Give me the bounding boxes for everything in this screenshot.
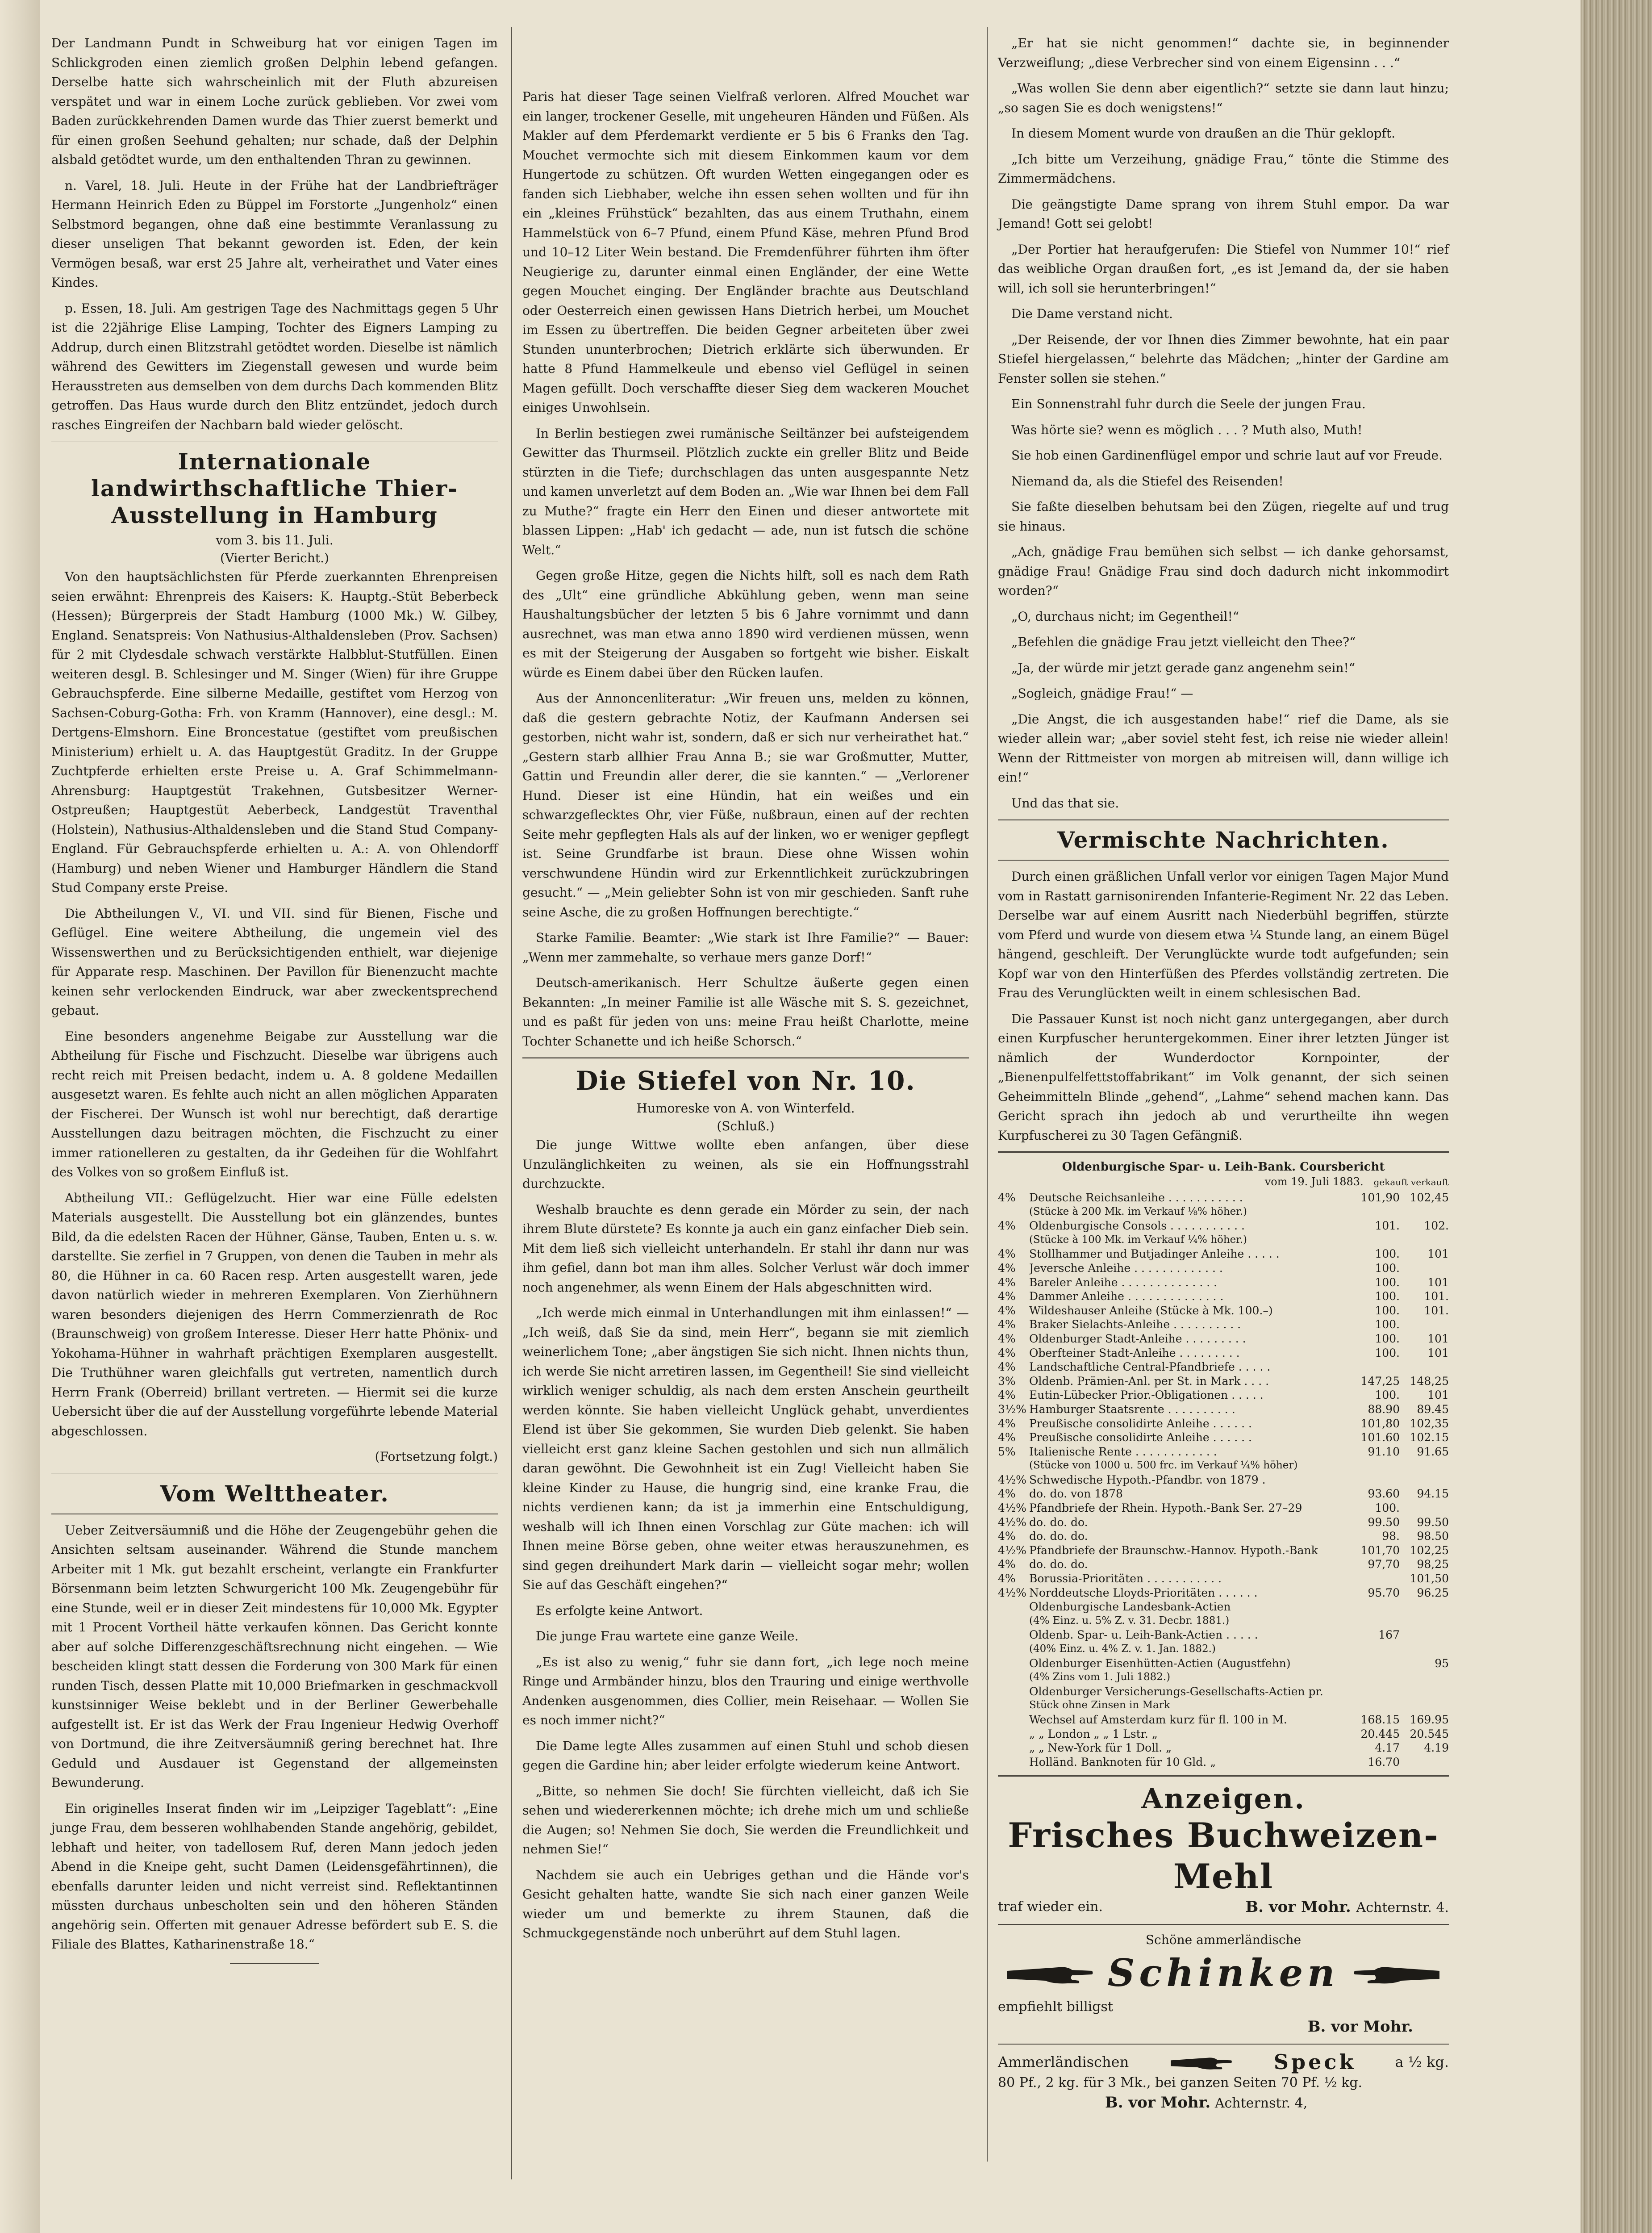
stock-name: Pfandbriefe der Rhein. Hypoth.-Bank Ser. 27–29 [1029,1501,1302,1515]
stock-sell: 169.95 [1410,1713,1449,1726]
stock-row [998,1275,1449,1290]
stock-buy: 101.60 [1360,1431,1400,1444]
stock-rate: 4% [998,1487,1016,1501]
stock-note: (Stücke von 1000 u. 500 frc. im Verkauf ¼% höher) [1029,1459,1298,1472]
stock-sell: 101 [1427,1346,1449,1359]
stock-row [998,1317,1449,1332]
stock-buy: 97,70 [1368,1558,1400,1571]
ad-buckwheat-line: traf wieder ein. B. vor Mohr. Achternstr. 4. [998,1898,1449,1916]
story-paragraph: „Es ist also zu wenig,“ fuhr sie dann fort, „ich lege noch meine Ringe und Armbänder hinzu, blos den Trauring und einige werthvolle Andenken ausgenommen, dies Collier, mein Reisehaar. — Wollen Sie es noch immer nicht?“ [522,1654,969,1727]
article-delphin: Der Landmann Pundt in Schweiburg hat vor einigen Tagen im Schlickgroden einen ziemlich großen Delphin lebend gefangen. Derselbe hatte sich wahrscheinlich mit der Fluth abzureisen verspätet und war in einem Loche zurück geblieben. Vor zwei vom Baden zurückkehrenden Damen wurde das Thier zuerst bemerkt und für einen großen Seehund gehalten; nur schade, daß der Delphin alsbald getödtet wurde, um den enthaltenden Thran zu gewinnen. [51,36,498,167]
stock-name: Pfandbriefe der Braunschw.-Hannov. Hypoth.-Bank [1029,1543,1318,1557]
stock-buy: 20.445 [1360,1727,1400,1740]
story-paragraph: Ein Sonnenstrahl fuhr durch die Seele der jungen Frau. [1011,397,1366,411]
stock-rate: 4% [998,1304,1016,1317]
ad-buckwheat-title: Frisches Buchweizen-Mehl [1008,1815,1439,1897]
stock-sell: 4.19 [1424,1741,1449,1755]
stock-name: Braker Sielachts-Anleihe . . . . . . . . . . [1029,1318,1241,1331]
stock-rate: 4% [998,1346,1016,1359]
stock-rate: 4% [998,1318,1016,1331]
story-paragraph: Und das that sie. [1011,795,1119,811]
stock-sell: 101 [1427,1332,1449,1345]
stock-rate: 4% [998,1558,1016,1571]
stock-sell [1400,1317,1449,1332]
stock-row [998,1261,1449,1275]
stock-name: „ „ New-York für 1 Doll. „ [1029,1741,1172,1755]
stock-buy: 168.15 [1360,1713,1400,1726]
stock-rate: 4½% [998,1473,1026,1486]
stock-row [998,1473,1449,1487]
exhibition-paragraph: Die Abtheilungen V., VI. und VII. sind für Bienen, Fische und Geflügel. Eine weitere Abtheilung, die ungemein viel des Wissenswerthen und zu Berücksichtigenden enthielt, war diejenige für Apparate resp. Maschinen. Der Pavillon für Bienenzucht machte keinen sehr verlockenden Eindruck, war aber zweckentsprechend gebaut. [51,906,498,1018]
stock-name: Oldenb. Spar- u. Leih-Bank-Actien . . . . . [1029,1628,1258,1642]
stock-name: Landschaftliche Central-Pfandbriefe . . . . . [1029,1360,1271,1374]
stock-buy: 100. [1375,1261,1400,1275]
stock-rate: 4% [998,1431,1016,1444]
previous-page-binding [0,0,40,2233]
stock-buy: 100. [1375,1290,1400,1303]
stock-note: (Stücke à 100 Mk. im Verkauf ¼% höher.) [1029,1234,1247,1246]
column-1 [51,33,498,1973]
story-paragraph: Niemand da, als die Stiefel des Reisenden! [1011,473,1284,489]
stock-note: (4% Einz. u. 5% Z. v. 31. Decbr. 1881.) [1029,1614,1230,1627]
stock-name: Oldenburgische Landesbank-Actien [1029,1600,1231,1614]
story-paragraph: Die Dame legte Alles zusammen auf einen Stuhl und schob diesen gegen die Gardine hin; aber leider erfolgte wiederum keine Antwort. [522,1738,969,1773]
stock-buy [1351,1473,1400,1487]
stock-name: Hamburger Staatsrente . . . . . . . . . . [1029,1402,1235,1416]
stock-name: Oldenburger Stadt-Anleihe . . . . . . . . . [1029,1332,1246,1345]
pointing-hand-icon [1168,2051,1235,2073]
stock-row [998,1642,1449,1656]
stock-name: Norddeutsche Lloyds-Prioritäten . . . . . . [1029,1586,1258,1599]
stock-rate: 4% [998,1247,1016,1261]
exhibition-report-number: (Vierter Bericht.) [220,551,329,565]
story-paragraph: Die junge Wittwe wollte eben anfangen, über diese Unzulänglichkeiten zu weinen, als sie ein Hoffnungsstrahl durchzuckte. [522,1137,969,1191]
stock-name: Oldenb. Prämien-Anl. per St. in Mark . . . . [1029,1374,1269,1388]
exhibition-paragraph: Von den hauptsächlichsten für Pferde zuerkannten Ehrenpreisen seien erwähnt: Ehrenpreis des Kaisers: K. Hauptg.-Stüt Beberbeck (Hessen); Bürgerpreis der Stadt Hamburg (1000 Mk.) W. Gilbey, England. Senatspreis: Von Nathusius-Althaldensleben (Prov. Sachsen) für 2 mit Clydesdale schwach verstärkte Halbblut-Stutfüllen. Einen weiteren desgl. B. Schlesinger und M. Singer (Wien) für ihre Gruppe Gebrauchspferde. Eine silberne Medaille, gestiftet vom Herzog von Sachsen-Coburg-Gotha: Frh. von Kramm (Hannover), eine desgl.: M. Dertgens-Elmshorn. Eine Broncestatue (gestiftet vom preußischen Ministerium) erhielt u. A. das Hauptgestüt Graditz. In der Gruppe Zuchtpferde erhielten erste Preise u. A. Graf Schimmelmann-Ahrensburg: Hauptgestüt Trakehnen, Gutsbesitzer Werner-Ostpreußen; Hauptgestüt Aeberbeck, Landgestüt Traventhal (Holstein), Nathusius-Althaldensleben und die Stand Stud Company-England. Für Gebrauchspferde erhielten u. A.: A. von Ohlendorff (Hamburg) und neben Wiener und Hamburger Händlern die Stand Stud Company erste Preise. [51,569,498,895]
exhibition-paragraph: Abtheilung VII.: Geflügelzucht. Hier war eine Fülle edelsten Materials ausgestellt. Die Ausstellung bot ein glänzendes, buntes Bild, da die edelsten Racen der Hühner, Gänse, Tauben, Enten u. s. w. darstellte. Sie zerfiel in 7 Gruppen, von denen die Tauben in mehr als 80, die Hühner in ca. 60 Racen resp. Arten ausgestellt waren, jede davon natürlich wieder in mehreren Exemplaren. Von Zierhühnern waren besonders diejenigen des Herrn Commerzienrath de Roc (Braunschweig) von großem Interesse. Dieser Herr hatte Phönix- und Yokohama-Hühner in wahrhaft prächtigen Exemplaren ausgestellt. Die Truthühner waren gleichfalls gut vertreten, namentlich durch Herrn Frank (Oberreid) brillant vertreten. — Hiermit sei die kurze Uebersicht über die auf der Ausstellung vorgeführte lebende Material abgeschlossen. [51,1190,498,1438]
stock-name: Eutin-Lübecker Prior.-Obligationen . . . . . [1029,1388,1264,1402]
stock-row [998,1586,1449,1600]
story-paragraph: „O, durchaus nicht; im Gegentheil!“ [1011,609,1239,624]
stock-row [998,1698,1449,1713]
stock-sell: 101. [1424,1290,1449,1303]
stock-row [998,1374,1449,1388]
stock-row [998,1459,1449,1473]
stock-name: Stollhammer und Butjadinger Anleihe . . . . . [1029,1247,1280,1261]
stock-row [998,1205,1449,1219]
stock-rate: 4% [998,1417,1016,1430]
stock-name: Wildeshauser Anleihe (Stücke à Mk. 100.–) [1029,1304,1273,1317]
story-paragraph: Die geängstigte Dame sprang von ihrem Stuhl empor. Da war Jemand! Gott sei gelobt! [998,197,1449,231]
stock-rate: 4% [998,1261,1016,1275]
stock-row [998,1741,1449,1755]
story-paragraph: „Befehlen die gnädige Frau jetzt vielleicht den Thee?“ [1011,635,1356,649]
stock-row [998,1247,1449,1261]
stock-table [998,1191,1449,1769]
ad-divider [998,1924,1449,1925]
stock-name: Dammer Anleihe . . . . . . . . . . . . . . [1029,1290,1224,1303]
article-essen: p. Essen, 18. Juli. Am gestrigen Tage des Nachmittags gegen 5 Uhr ist die 22jährige Elise Lamping, Tochter des Eigners Lamping zu Addrup, durch einen Blitzstrahl getödtet worden. Dieselbe ist nämlich während des Gewitters im Ziegenstall gewesen und wurde beim Herausstreten aus demselben von dem durchs Dach kommenden Blitz getroffen. Das Haus wurde durch den Blitz entzündet, jedoch durch rasches Eingreifen der Nachbarn bald wieder gelöscht. [51,301,498,432]
stock-sell: 101 [1427,1275,1449,1289]
stock-buy: 98. [1382,1530,1400,1543]
stock-sell: 96.25 [1417,1586,1449,1599]
stock-name: do. do. do. [1029,1558,1088,1571]
welttheater-paragraph: Ueber Zeitversäumniß und die Höhe der Zeugengebühr gehen die Ansichten seltsam auseinander. Während die Stunde manchem Arbeiter mit 1 Mk. gut bezahlt erscheint, verlangte ein Frankfurter Börsenmann beim letzten Schwurgericht 100 Mk. Zeugengebühr für eine Stunde, weil er in dieser Zeit mindestens für 10,000 Mk. Egypter mit 1 Procent Vortheil hätte verkaufen können. Das Gericht konnte aber auf solche Differenzgeschäftsrechnung nicht eingehen. — Wie bescheiden klingt statt dessen die Forderung von 300 Mark für einen runden Tisch, dessen Platte mit 10,000 Briefmarken in geschmackvoll kunstsinniger Weise beklebt und in der Berliner Gewerbehalle aufgestellt ist. Er ist das Werk der Frau Ingenieur Hedwig Overhoff von Dortmund, die ihre Zeitversäumniß gering berechnet hat. Ihre Geduld und Ausdauer ist Gegenstand der allgemeinsten Bewunderung. [51,1522,498,1790]
stock-row [998,1600,1449,1614]
stock-buy: 16.70 [1368,1755,1400,1769]
stock-rate [998,1600,1029,1614]
ad-schinken: Schinken [998,1952,1449,1995]
story-subtitle: Humoreske von A. von Winterfeld. [636,1101,855,1116]
stock-row [998,1191,1449,1205]
section-divider [998,860,1449,861]
stock-buy: 100. [1375,1318,1400,1331]
stock-row [998,1304,1449,1318]
section-divider [998,1151,1449,1153]
stock-sell: 101 [1427,1388,1449,1402]
story-paragraph: „Die Angst, die ich ausgestanden habe!“ rief die Dame, als sie wieder allein war; „aber soviel steht fest, ich reise nie wieder allein! Wenn der Rittmeister von morgen ab mitreisen will, dann willige ich ein!“ [998,711,1449,785]
exhibition-paragraph: Eine besonders angenehme Beigabe zur Ausstellung war die Abtheilung für Fische und Fischzucht. Dieselbe war übrigens auch recht reich mit Preisen bedacht, indem u. A. 8 goldene Medaillen ausgesetzt waren. Es fehlte auch nicht an allen möglichen Apparaten der Fischerei. Der Wunsch ist wohl nur berechtigt, daß derartige Ausstellungen dazu beitragen möchten, die Fischzucht zu einer immer rationelleren zu gestalten, da ihr Gedeihen für die Wohlfahrt des Volkes von so großem Einfluß ist. [51,1029,498,1179]
stock-note: (4% Zins vom 1. Juli 1882.) [1029,1671,1171,1683]
story-paragraph: „Ja, der würde mir jetzt gerade ganz angenehm sein!“ [1011,660,1356,675]
stock-sell: 99.50 [1417,1515,1449,1529]
stock-sell [1400,1628,1449,1642]
stock-buy: 101,70 [1360,1543,1400,1557]
stock-rate: 4½% [998,1501,1026,1515]
stock-rate [998,1727,1029,1741]
stock-row [998,1529,1449,1543]
stock-row [998,1670,1449,1685]
stock-rate: 4½% [998,1586,1026,1599]
stock-sell: 102,35 [1410,1417,1449,1430]
stock-rate: 4% [998,1530,1016,1543]
stock-rate: 4% [998,1290,1016,1303]
ad-speck-seller: B. vor Mohr. Achternstr. 4, [1105,2094,1308,2112]
news-heading: Vermischte Nachrichten. [1057,827,1389,853]
story-paragraph: Was hörte sie? wenn es möglich . . . ? Muth also, Muth! [1011,422,1363,437]
stock-row [998,1557,1449,1572]
news-paragraph: Die Passauer Kunst ist noch nicht ganz untergegangen, aber durch einen Kurpfuscher heruntergekommen. Einer ihrer letzten Jünger ist nämlich der Wunderdoctor Kornpointer, der „Bienenpulfelfettstoffabrikant“ im Volk genannt, der sich seinen Geheimmitteln Blinde „gehend“, „Lahme“ sehend machen kann. Das Gericht sprach ihn jedoch ab und verurtheilte ihn wegen Kurpfuscherei zu 30 Tagen Gefängniß. [998,1011,1449,1143]
column-2 [522,87,969,1949]
stock-name: Holländ. Banknoten für 10 Gld. „ [1029,1755,1216,1769]
story-paragraph: In diesem Moment wurde von draußen an die Thür geklopft. [1011,126,1396,141]
stock-rate: 4% [998,1388,1016,1402]
stock-buy: 101,80 [1360,1417,1400,1430]
stock-row [998,1628,1449,1642]
stock-sell: 101,50 [1410,1572,1449,1585]
stock-row [998,1501,1449,1515]
stock-sell [1400,1600,1449,1614]
stock-row [998,1402,1449,1417]
stock-sell: 102.15 [1410,1431,1449,1444]
stock-row [998,1515,1449,1530]
stock-buy: 167 [1378,1628,1400,1642]
story-paragraph: „Was wollen Sie denn aber eigentlich?“ setzte sie dann laut hinzu; „so sagen Sie es doch wenigstens!“ [998,81,1449,115]
stock-buy: 91.10 [1368,1445,1400,1458]
stock-row [998,1360,1449,1374]
stock-name: „ „ London „ „ 1 Lstr. „ [1029,1727,1158,1740]
stock-buy: 100. [1375,1304,1400,1317]
stock-row [998,1487,1449,1501]
stock-buy: 95.70 [1368,1586,1400,1599]
stock-row [998,1685,1449,1699]
stock-name: Oldenburger Eisenhütten-Actien (Augustfehn) [1029,1656,1291,1670]
stock-rate: 4% [998,1275,1016,1289]
stock-sell [1400,1261,1449,1275]
story-paragraph: „Ich werde mich einmal in Unterhandlungen mit ihm einlassen!“ — „Ich weiß, daß Sie da sind, mein Herr“, begann sie mit ziemlich weinerlichem Tone; „aber ängstigen Sie sich nicht. Ihnen nichts thun, ich werde Sie nicht arretiren lassen, im Gegentheil! Sie sind vielleicht wirklich weniger schuldig, als nach dem ersten Anschein geurtheilt werden könnte. Sie haben vielleicht Unglück gehabt, unverdientes Elend ist über Sie gekommen, Sie wurden Dieb gelenkt. Sie haben vielleicht erst ganz kleine Sachen gestohlen und sich nun allmälich daran gewöhnt. Die Gewohnheit ist ein Zug! Vielleicht haben Sie kleine Kinder zu Hause, die hungrig sind, eine kranke Frau, die nichts verdienen kann; da ist ja immerhin eine Entschuldigung, weshalb will ich Ihnen einen Vorschlag zur Güte machen: ich will Ihnen meine Börse geben, ohne weiter etwas herauszunehmen, es sind gegen dreihundert Mark darin — vielleicht sogar mehr; wollen Sie auf das Geschäft eingehen?“ [522,1305,969,1592]
stock-name: Preußische consolidirte Anleihe . . . . . . [1029,1431,1252,1444]
stock-sell: 94.15 [1417,1487,1449,1501]
stock-sell: 101. [1424,1304,1449,1317]
stock-row [998,1233,1449,1247]
ad-schinken-intro: Schöne ammerländische [1145,1932,1302,1948]
stock-row [998,1430,1449,1445]
exhibition-date: vom 3. bis 11. Juli. [216,533,334,548]
stock-row [998,1289,1449,1304]
story-paragraph: Sie hob einen Gardinenflügel empor und schrie laut auf vor Freude. [1011,448,1443,463]
story-part: (Schluß.) [717,1119,775,1133]
stock-buy: 100. [1375,1247,1400,1261]
continuation-note: (Fortsetzung folgt.) [375,1449,498,1464]
section-divider [51,1473,498,1474]
stock-rate [998,1755,1029,1769]
welttheater-heading: Vom Welttheater. [160,1480,389,1507]
stock-rate [998,1713,1029,1727]
stock-sell: 89.45 [1417,1402,1449,1416]
stock-rate: 3½% [998,1402,1026,1416]
stock-row [998,1755,1449,1769]
article-hitze: Gegen große Hitze, gegen die Nichts hilft, soll es nach dem Rath des „Ult“ eine gründliche Abkühlung geben, wenn man seine Haushaltungsbücher der letzten 5 bis 6 Jahre vornimmt und dann ausrechnet, was man etwa anno 1890 wird verdienen müssen, wenn es mit der Steigerung der Ausgaben so fortgeht wie bisher. Eiskalt würde es Einem dabei über den Rücken laufen. [522,568,969,680]
section-divider [522,1057,969,1058]
stock-name: Oldenburger Versicherungs-Gesellschafts-Actien pr. [1029,1685,1323,1698]
stock-note: Stück ohne Zinsen in Mark [1029,1699,1170,1711]
welttheater-paragraph: Ein originelles Inserat finden wir im „Leipziger Tageblatt“: „Eine junge Frau, dem besseren wohlhabenden Stande angehörig, gebildet, lebhaft und heiter, von tadellosem Ruf, deren Mann jedoch jeden Abend in die Kneipe geht, sucht Damen (Leidensgefährtinnen), die ebenfalls darunter leiden und nicht verreist sind. Reflektantinnen müssten durchaus unbescholten sein und den höheren Ständen angehörig sein. Offerten mit genauer Adresse befördert sub E. S. die Filiale des Blattes, Katharinenstraße 18.“ [51,1801,498,1952]
stock-note: (40% Einz. u. 4% Z. v. 1. Jan. 1882.) [1029,1643,1216,1655]
story-paragraph: „Der Reisende, der vor Ihnen dies Zimmer bewohnte, hat ein paar Stiefel hiergelassen,“ belehrte das Mädchen; „hinter der Gardine am Fenster sollen sie stehen.“ [998,332,1449,386]
stock-sell [1400,1360,1449,1374]
article-vielfrass: Paris hat dieser Tage seinen Vielfraß verloren. Alfred Mouchet war ein langer, trockener Geselle, mit ungeheuren Händen und Füßen. Als Makler auf dem Pferdemarkt verdiente er 5 bis 6 Franks den Tag. Mouchet vermochte sich mit diesem Einkommen kaum vor dem Hungertode zu schützen. Oft wurden Wetten eingegangen oder es fanden sich Liebhaber, welche ihn essen sehen wollten und für ihn ein „kleines Frühstück“ bezahlten, das aus einem Truthahn, einem Hammelstück von 6–7 Pfund, einem Pfund Käse, mehren Pfund Brod und 10–12 Liter Wein bestand. Die Fremdenführer führten ihm öfter Neugierige zu, darunter einmal einen Engländer, der eine Wette gegen Mouchet einging. Der Engländer brachte aus Deutschland oder Oesterreich einen gewissen Hans Dietrich herbei, um Mouchet im Essen zu übertreffen. Die beiden Gegner arbeiteten über zwei Stunden ununterbrochen; Dietrich erklärte sich überwunden. Er hatte 8 Pfund Hammelkeule und ebenso viel Geflügel in seinen Magen gefüllt. Doch verschaffte dieser Sieg dem wackeren Mouchet einiges Unwohlsein. [522,89,969,415]
stock-sell: 98.50 [1417,1530,1449,1543]
news-paragraph: Durch einen gräßlichen Unfall verlor vor einigen Tagen Major Mund vom in Rastatt garnisonirenden Infanterie-Regiment Nr. 22 das Leben. Derselbe war auf einem Ausritt nach Niederbühl begriffen, stürzte vom Pferd und wurde von diesem etwa ¼ Stunde lang, an einem Bügel hängend, geschleift. Der Verunglückte wurde todt aufgefunden; sein Kopf war von den Hinterfüßen des Pferdes vollständig zertreten. Die Frau des Verunglückten weilt in einem schlesischen Bad. [998,869,1449,1000]
section-divider [51,441,498,442]
stock-name: do. do. do. [1029,1530,1088,1543]
ad-schinken-line: empfiehlt billigst B. vor Mohr. [998,1999,1413,2036]
section-divider [998,819,1449,820]
story-paragraph: „Er hat sie nicht genommen!“ dachte sie, in beginnender Verzweiflung; „diese Verbrecher sind von einem Eigensinn . . .“ [998,36,1449,70]
stock-sell: 20.545 [1410,1727,1449,1740]
stock-rate: 4% [998,1332,1016,1345]
stock-sell: 102,45 [1410,1191,1449,1204]
stock-row [998,1727,1449,1741]
market-report-date: vom 19. Juli 1883. gekauft verkauft [1264,1175,1449,1188]
stock-note: (Stücke à 200 Mk. im Verkauf ⅛% höher.) [1029,1205,1247,1217]
exhibition-heading: Internationale landwirthschaftliche Thier-Ausstellung in Hamburg [91,448,458,528]
article-annoncen: Aus der Annoncenliteratur: „Wir freuen uns, melden zu können, daß die gestern gebrachte Notiz, der Kaufmann Andersen sei gestorben, nicht wahr ist, sondern, daß er sich nur verheirathet hat.“ „Gestern starb allhier Frau Anna B.; sie war Großmutter, Mutter, Gattin und Freundin aller derer, die sie kannten.“ — „Verlorener Hund. Dieser ist eine Hündin, hat ein weißes und ein schwarzgeflecktes Ohr, vier Füße, nußbraun, einen auf der rechten Seite mehr gepflegten Hals als auf der linken, wo er weniger gepflegt ist. Seine Grundfarbe ist braun. Diese ohne Wissen wohin verschwundene Hündin wird zur Erkenntlichkeit zurückzubringen gesucht.“ — „Mein geliebter Sohn ist von mir geschieden. Sanft ruhe seine Asche, die zu großen Hoffnungen berechtigte.“ [522,691,969,920]
page-edge-stack [1581,0,1652,2233]
column-rule [987,27,988,2162]
stock-rate: 4% [998,1360,1016,1374]
stock-buy: 147,25 [1360,1374,1400,1388]
stock-row [998,1713,1449,1727]
story-paragraph: Es erfolgte keine Antwort. [536,1603,703,1618]
stock-rate: 4% [998,1219,1016,1233]
stock-name: Schwedische Hypoth.-Pfandbr. von 1879 . [1029,1473,1266,1486]
stock-sell: 91.65 [1417,1445,1449,1458]
stock-buy: 100. [1375,1332,1400,1345]
story-paragraph: Weshalb brauchte es denn gerade ein Mörder zu sein, der nach ihrem Blute dürstete? Es konnte ja auch ein ganz einfacher Dieb sein. Mit dem ließ sich vielleicht unterhandeln. Er stahl ihr dann nur was ihm gefiel, dann bot man ihm alles. Solcher Verlust wär doch immer noch angenehmer, als wenn Einem der Hals abgeschnitten wird. [522,1202,969,1295]
column-rule [511,27,512,2179]
stock-rate [998,1628,1029,1642]
stock-row [998,1656,1449,1671]
stock-buy: 100. [1375,1501,1400,1515]
stock-sell [1400,1685,1449,1699]
story-paragraph: Sie faßte dieselben behutsam bei den Zügen, riegelte auf und trug sie hinaus. [998,499,1449,534]
story-heading: Die Stiefel von Nr. 10. [576,1066,916,1096]
stock-row [998,1614,1449,1628]
stock-sell [1400,1473,1449,1487]
stock-rate: 4½% [998,1543,1026,1557]
ad-divider [998,2044,1449,2045]
stock-sell: 101 [1427,1247,1449,1261]
stock-buy [1351,1360,1400,1374]
stock-sell: 98,25 [1417,1558,1449,1571]
ad-speck: Ammerländischen Speck a ½ kg. [998,2050,1449,2074]
stock-sell: 102. [1424,1219,1449,1233]
stock-rate: 5% [998,1445,1016,1458]
pointing-hand-icon [1352,1957,1442,1989]
stock-name: Bareler Anleihe . . . . . . . . . . . . . . [1029,1275,1218,1289]
story-paragraph: „Bitte, so nehmen Sie doch! Sie fürchten vielleicht, daß ich Sie sehen und wiedererkennen möchte; ich drehe mich um und schließe die Augen; so! Nehmen Sie doch, Sie werden die Freundlichkeit und nehmen Sie!“ [522,1783,969,1857]
stock-sell: 148,25 [1410,1374,1449,1388]
story-paragraph: „Ach, gnädige Frau bemühen sich selbst — ich danke gehorsamst, gnädige Frau! Gnädige Frau sind doch dadurch nicht inkommodirt worden?“ [998,544,1449,598]
stock-name: Jeversche Anleihe . . . . . . . . . . . . . [1029,1261,1223,1275]
article-seiltaenzer: In Berlin bestiegen zwei rumänische Seiltänzer bei aufsteigendem Gewitter das Thurmseil. Plötzlich zuckte ein greller Blitz und Beide stürzten in die Tiefe; durchschlagen das unten ausgespannte Netz und kamen unverletzt auf dem Boden an. „Wie war Ihnen bei dem Fall zu Muthe?“ fragte ein Herr den Einen und dieser antwortete mit blassen Lippen: „Hab' ich gedacht — ade, nun ist futsch die schöne Welt.“ [522,426,969,557]
stock-buy: 100. [1375,1275,1400,1289]
stock-name: Italienische Rente . . . . . . . . . . . . [1029,1445,1217,1458]
stock-buy: 4.17 [1375,1741,1400,1755]
stock-row [998,1346,1449,1360]
stock-row [998,1332,1449,1346]
stock-row [998,1445,1449,1459]
stock-row [998,1219,1449,1233]
stock-name: do. do. von 1878 [1029,1487,1123,1501]
stock-name: Oberfteiner Stadt-Anleihe . . . . . . . . . [1029,1346,1240,1359]
section-divider [998,1775,1449,1777]
stock-row [998,1543,1449,1558]
stock-sell [1400,1501,1449,1515]
pointing-hand-icon [1005,1957,1094,1989]
stock-rate [998,1685,1029,1699]
end-rule [230,1963,319,1964]
article-deutsch-amerikanisch: Deutsch-amerikanisch. Herr Schultze äußerte gegen einen Bekannten: „In meiner Familie ist alle Wäsche mit S. S. gezeichnet, und es paßt für jeden von uns: meine Frau heißt Charlotte, meine Tochter Schanette und ich heiße Schorsch.“ [522,975,969,1049]
stock-buy: 100. [1375,1388,1400,1402]
stock-buy: 100. [1375,1346,1400,1359]
stock-name: Oldenburgische Consols . . . . . . . . . . . [1029,1219,1245,1233]
market-report-title: Oldenburgische Spar- u. Leih-Bank. Coursbericht [1062,1160,1385,1174]
stock-buy: 99.50 [1368,1515,1400,1529]
story-paragraph: Die junge Frau wartete eine ganze Weile. [536,1629,799,1643]
story-paragraph: „Ich bitte um Verzeihung, gnädige Frau,“ tönte die Stimme des Zimmermädchens. [998,151,1449,186]
column-3 [998,33,1449,2113]
stock-name: Deutsche Reichsanleihe . . . . . . . . . . . [1029,1191,1243,1204]
stock-buy [1351,1656,1400,1671]
stock-rate [998,1656,1029,1671]
stock-buy [1351,1600,1400,1614]
stock-name: Borussia-Prioritäten . . . . . . . . . . . [1029,1572,1222,1585]
stock-buy: 101. [1375,1219,1400,1233]
stock-rate: 4½% [998,1515,1026,1529]
stock-row [998,1572,1449,1586]
story-paragraph: Die Dame verstand nicht. [1011,306,1173,321]
stock-sell: 95 [1435,1656,1449,1670]
stock-name: do. do. do. [1029,1515,1088,1529]
ads-heading: Anzeigen. [1141,1782,1306,1815]
stock-buy: 88.90 [1368,1402,1400,1416]
stock-buy [1351,1685,1400,1699]
stock-buy: 101,90 [1360,1191,1400,1204]
stock-buy [1351,1572,1400,1586]
stock-rate: 3% [998,1374,1016,1388]
article-varel: n. Varel, 18. Juli. Heute in der Frühe hat der Landbriefträger Hermann Heinrich Eden zu Büppel im Forstorte „Jungenholz“ einen Selbstmord begangen, ohne daß eine bestimmte Veranlassung zu dieser unseligen That bekannt geworden ist. Eden, der kein Vermögen besaß, war erst 25 Jahre alt, verheirathet und Vater eines Kindes. [51,178,498,290]
stock-name: Preußische consolidirte Anleihe . . . . . . [1029,1417,1252,1430]
stock-name: Wechsel auf Amsterdam kurz für fl. 100 in M. [1029,1713,1287,1726]
stock-buy: 93.60 [1368,1487,1400,1501]
stock-rate: 4% [998,1191,1016,1204]
story-paragraph: Nachdem sie auch ein Uebriges gethan und die Hände vor's Gesicht gehalten hatte, wandte Sie sich nach einer ganzen Weile wieder um und bemerkte zu ihrem Staunen, daß die Schmuckgegenstände noch unberührt auf dem Stuhl lagen. [522,1867,969,1940]
stock-rate [998,1741,1029,1755]
ad-speck-price: 80 Pf., 2 kg. für 3 Mk., bei ganzen Seiten 70 Pf. ½ kg. [998,2075,1363,2091]
story-paragraph: „Der Portier hat heraufgerufen: Die Stiefel von Nummer 10!“ rief das weibliche Organ draußen fort, „es ist Jemand da, der sie haben will, ich soll sie herunterbringen!“ [998,242,1449,296]
stock-sell: 102,25 [1410,1543,1449,1557]
stock-row [998,1388,1449,1402]
stock-rate: 4% [998,1572,1016,1585]
stock-row [998,1417,1449,1431]
stock-sell [1400,1755,1449,1769]
story-paragraph: „Sogleich, gnädige Frau!“ — [1011,686,1193,701]
article-familie: Starke Familie. Beamter: „Wie stark ist Ihre Familie?“ — Bauer: „Wenn mer zammehalte, so verhaue mers ganze Dorf!“ [522,930,969,965]
